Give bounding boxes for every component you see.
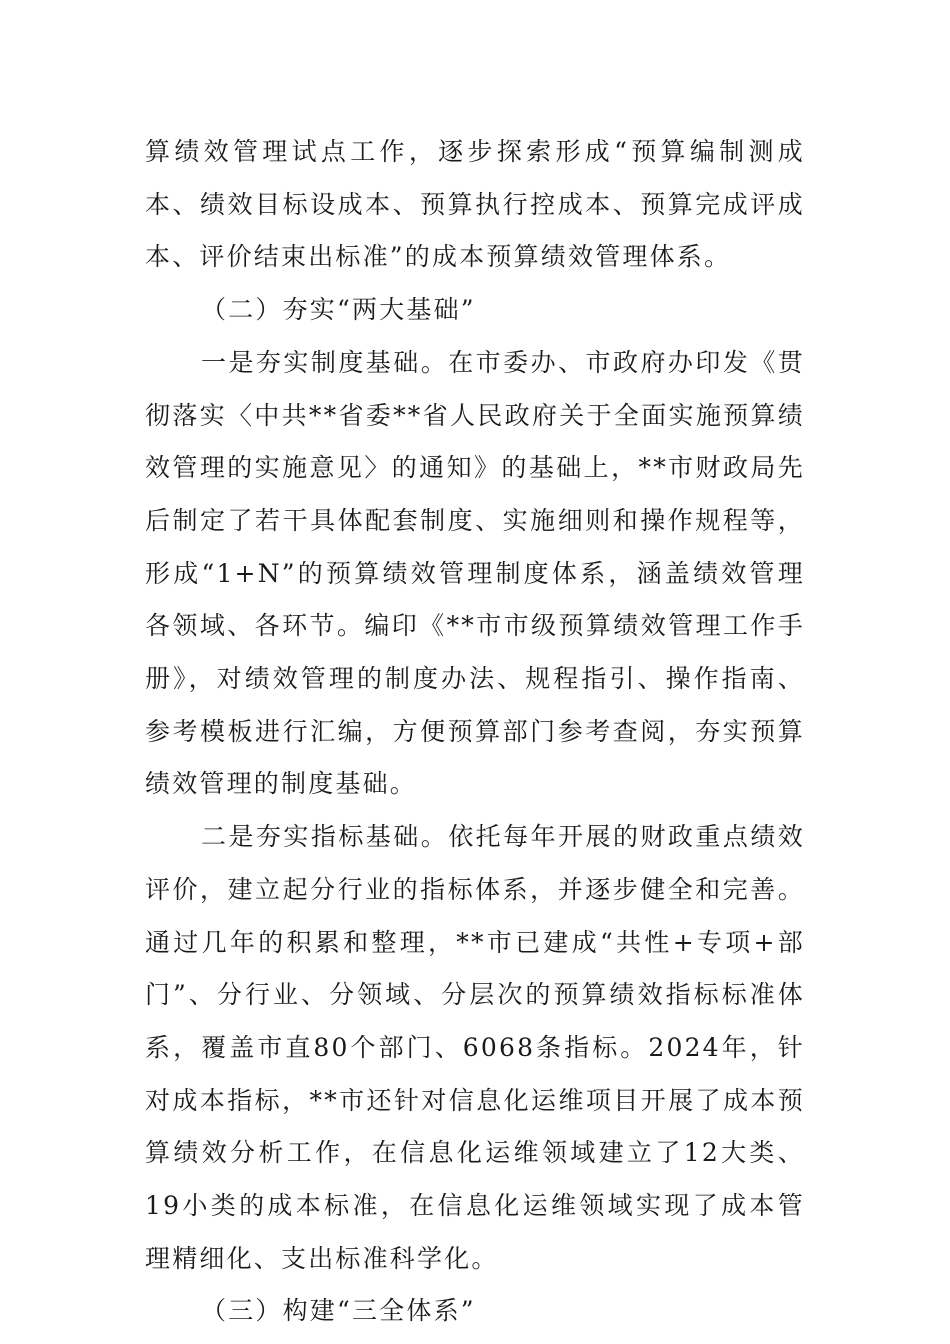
document-body (145, 126, 805, 1338)
section-heading-three-systems: （三）构建“三全体系” (201, 1296, 476, 1326)
paragraph-indicator-foundation: 二是夯实指标基础。依托每年开展的财政重点绩效评价，建立起分行业的指标体系，并逐步健全和完善。通过几年的积累和整理，**市已建成“共性+专项+部门”、分行业、分领域、分层次的预算绩效指标标准体系，覆盖市直80个部门、6068条指标。2024年，针对成本指标，**市还针对信息化运维项目开展了成本预算绩效分析工作，在信息化运维领域建立了12大类、19小类的成本标准，在信息化运维领域实现了成本管理精细化、支出标准科学化。 (145, 822, 805, 1273)
paragraph-system-foundation: 一是夯实制度基础。在市委办、市政府办印发《贯彻落实〈中共**省委**省人民政府关于全面实施预算绩效管理的实施意见〉的通知》的基础上，**市财政局先后制定了若干具体配套制度、实施细则和操作规程等，形成“1+N”的预算绩效管理制度体系，涵盖绩效管理各领域、各环节。编印《**市市级预算绩效管理工作手册》，对绩效管理的制度办法、规程指引、操作指南、参考模板进行汇编，方便预算部门参考查阅，夯实预算绩效管理的制度基础。 (145, 347, 805, 799)
paragraph-continuation: 算绩效管理试点工作，逐步探索形成“预算编制测成本、绩效目标设成本、预算执行控成本、预算完成评成本、评价结束出标准”的成本预算绩效管理体系。 (145, 137, 805, 272)
section-heading-two-foundations: （二）夯实“两大基础” (201, 295, 476, 325)
